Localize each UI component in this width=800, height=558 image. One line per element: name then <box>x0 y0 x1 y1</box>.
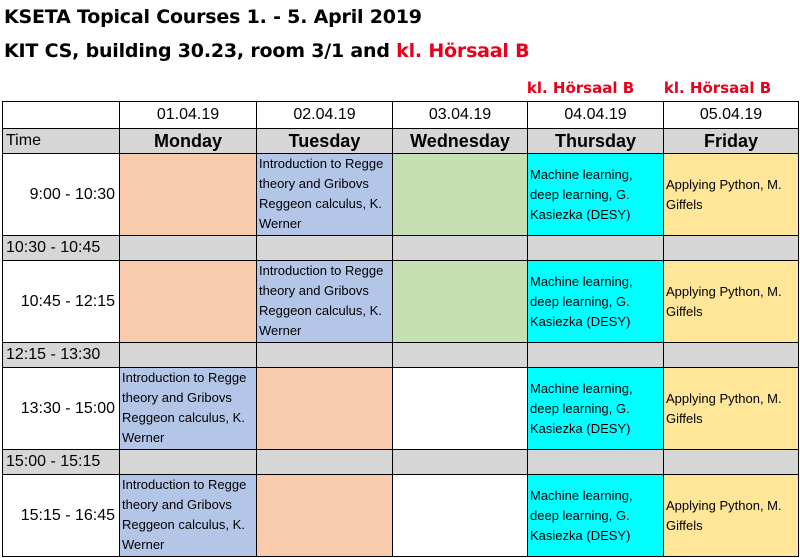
time-cell: 10:30 - 10:45 <box>3 236 120 261</box>
date-monday: 01.04.19 <box>120 102 257 129</box>
break-cell <box>120 450 257 475</box>
break-cell <box>120 236 257 261</box>
break-cell <box>393 343 528 368</box>
break-cell <box>120 343 257 368</box>
time-cell: 12:15 - 13:30 <box>3 343 120 368</box>
lecture-cell: Introduction to Regge theory and Gribovs Reggeon calculus, K. Werner <box>120 368 257 450</box>
break-cell <box>528 343 664 368</box>
time-cell: 9:00 - 10:30 <box>3 154 120 236</box>
page-title: KSETA Topical Courses 1. - 5. April 2019 <box>4 6 422 28</box>
date-thursday: 04.04.19 <box>528 102 664 129</box>
day-thursday: Thursday <box>528 129 664 154</box>
time-cell: 15:00 - 15:15 <box>3 450 120 475</box>
time-cell: 15:15 - 16:45 <box>3 475 120 557</box>
slot-cell <box>257 368 393 450</box>
slot-cell <box>120 261 257 343</box>
break-row <box>3 236 799 261</box>
break-cell <box>393 450 528 475</box>
date-wednesday: 03.04.19 <box>393 102 528 129</box>
break-cell <box>664 236 799 261</box>
break-row <box>3 343 799 368</box>
break-cell <box>528 450 664 475</box>
thursday-room-label: kl. Hörsaal B <box>526 79 635 97</box>
slot-row <box>3 475 799 557</box>
break-cell <box>257 343 393 368</box>
lecture-cell: Applying Python, M. Giffels <box>664 475 799 557</box>
lecture-cell: Applying Python, M. Giffels <box>664 154 799 236</box>
time-cell: 10:45 - 12:15 <box>3 261 120 343</box>
date-friday: 05.04.19 <box>664 102 799 129</box>
time-header: Time <box>3 129 120 154</box>
page-subtitle <box>4 40 529 62</box>
slot-cell <box>393 154 528 236</box>
date-row <box>3 102 799 129</box>
lecture-cell: Machine learning, deep learning, G. Kasiezka (DESY) <box>528 368 664 450</box>
break-cell <box>528 236 664 261</box>
lecture-cell: Introduction to Regge theory and Gribovs Reggeon calculus, K. Werner <box>120 475 257 557</box>
slot-row <box>3 154 799 236</box>
lecture-cell: Machine learning, deep learning, G. Kasiezka (DESY) <box>528 475 664 557</box>
lecture-cell: Introduction to Regge theory and Gribovs Reggeon calculus, K. Werner <box>257 261 393 343</box>
corner-cell <box>3 102 120 129</box>
break-cell <box>393 236 528 261</box>
room-highlight: kl. Hörsaal B <box>396 40 530 62</box>
location-text: KIT CS, building 30.23, room 3/1 and <box>4 40 397 62</box>
break-cell <box>664 343 799 368</box>
slot-cell <box>393 475 528 557</box>
slot-row <box>3 368 799 450</box>
lecture-cell: Applying Python, M. Giffels <box>664 368 799 450</box>
slot-row <box>3 261 799 343</box>
day-friday: Friday <box>664 129 799 154</box>
day-monday: Monday <box>120 129 257 154</box>
day-tuesday: Tuesday <box>257 129 393 154</box>
date-tuesday: 02.04.19 <box>257 102 393 129</box>
break-row <box>3 450 799 475</box>
break-cell <box>257 450 393 475</box>
time-cell: 13:30 - 15:00 <box>3 368 120 450</box>
slot-cell <box>393 368 528 450</box>
lecture-cell: Introduction to Regge theory and Gribovs Reggeon calculus, K. Werner <box>257 154 393 236</box>
slot-cell <box>120 154 257 236</box>
lecture-cell: Machine learning, deep learning, G. Kasiezka (DESY) <box>528 261 664 343</box>
schedule-table <box>2 101 799 557</box>
day-wednesday: Wednesday <box>393 129 528 154</box>
lecture-cell: Applying Python, M. Giffels <box>664 261 799 343</box>
slot-cell <box>393 261 528 343</box>
break-cell <box>664 450 799 475</box>
lecture-cell: Machine learning, deep learning, G. Kasiezka (DESY) <box>528 154 664 236</box>
friday-room-label: kl. Hörsaal B <box>663 79 772 97</box>
break-cell <box>257 236 393 261</box>
slot-cell <box>257 475 393 557</box>
day-row <box>3 129 799 154</box>
